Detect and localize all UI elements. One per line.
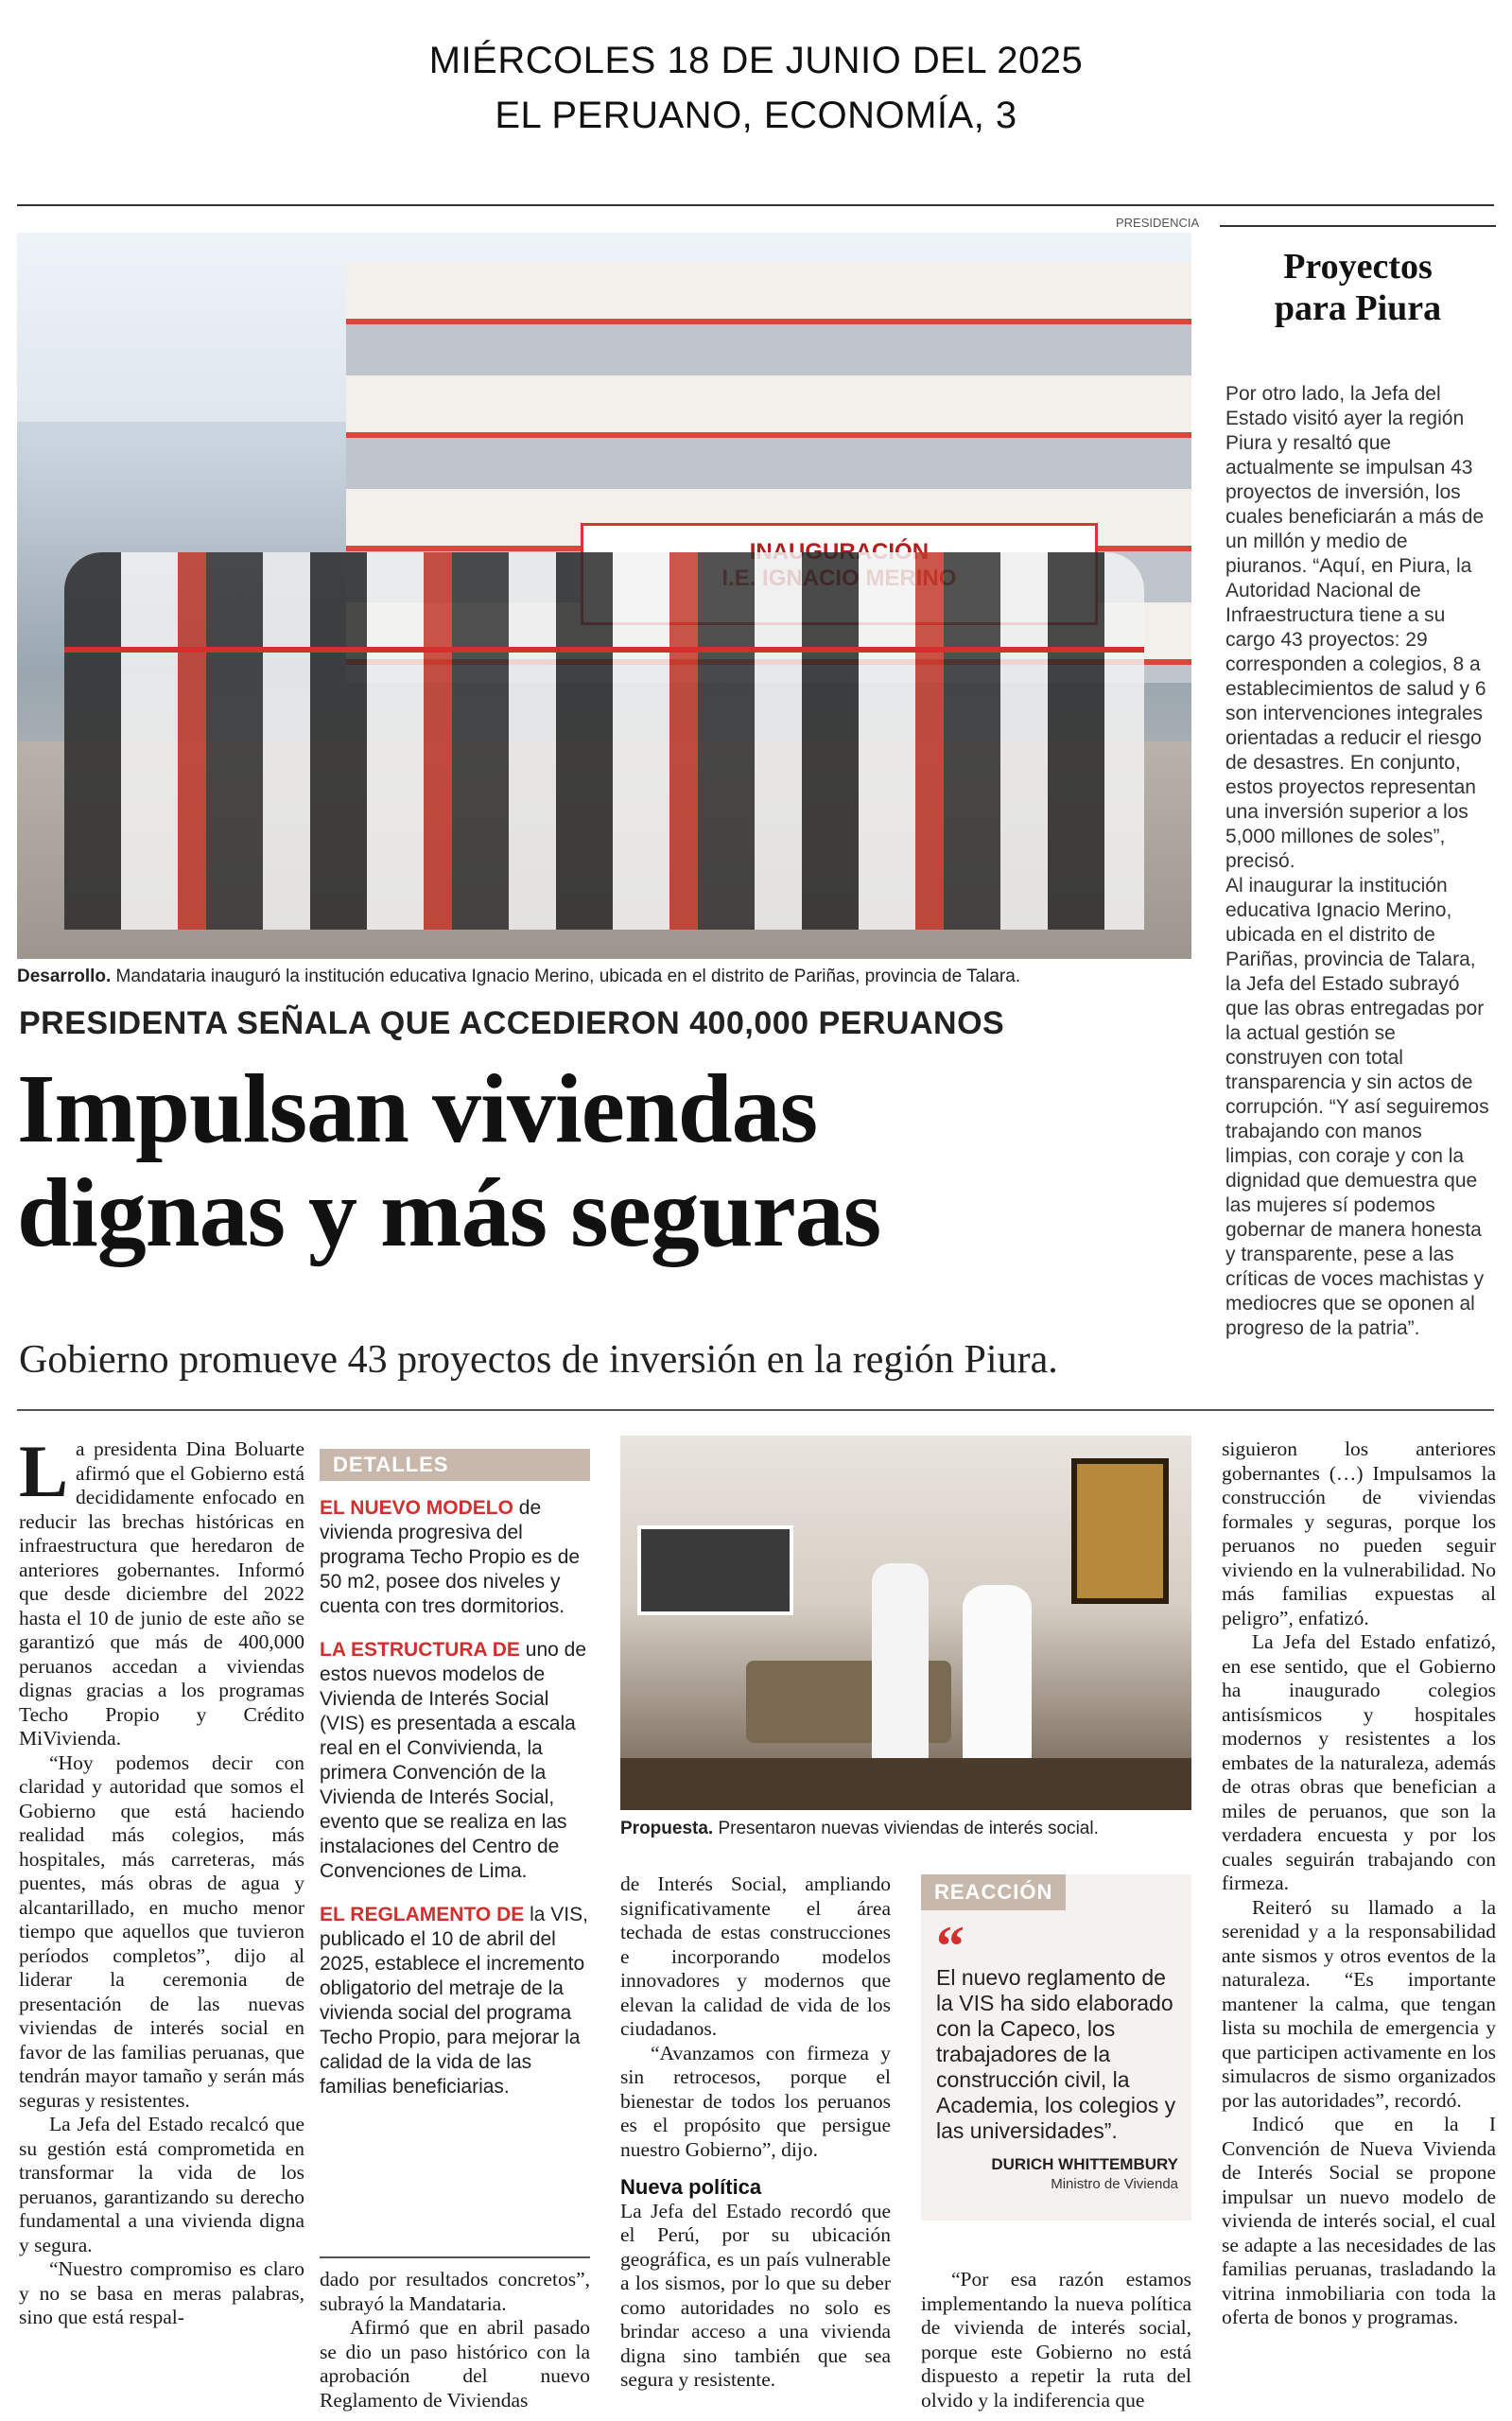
details-item	[320, 1903, 590, 2099]
sidebar-paragraph: Por otro lado, la Jefa del Estado visitó ayer la región Piura y resaltó que actualmente se impulsan 43 proyectos de inversión, los cuales beneficiarán a más de un millón y medio de piuranos. “Aquí, en Piura, la Autoridad Nacional de Infraestructura tiene a su cargo 43 proyectos: 29 corresponden a colegios, 8 a establecimientos de salud y 6 son intervenciones integrales orientadas a reducir el riesgo de desastres. En conjunto, estos proyectos representan una inversión superior a los 5,000 millones de soles”, precisó.	[1225, 383, 1486, 872]
section-subhead: Nueva política	[620, 2175, 762, 2199]
body-paragraph: “Por esa razón estamos implementando la nueva política de vivienda de interés social, porque este Gobierno no está dispuesto a repetir la ruta del olvido y la indiferencia que	[921, 2268, 1191, 2412]
body-paragraph: “Avanzamos con firmeza y sin retrocesos, porque el bienestar de todos los peruanos es el propósito que persigue nuestro Gobierno”, dijo.	[620, 2041, 891, 2161]
article-column-1	[19, 1430, 304, 2330]
body-paragraph: La Jefa del Estado enfatizó, en ese sentido, que el Gobierno ha inaugurado colegios antisísmicos y hospitales modernos y resistentes a los embates de la naturaleza, además de otras obras que benefician a miles de peruanos, que son la verdadera encuesta y por los cuales seguirán trabajando con firmeza.	[1222, 1630, 1496, 1894]
details-divider	[320, 2256, 590, 2258]
sidebar-paragraph: Al inaugurar la institución educativa Ignacio Merino, ubicada en el distrito de Pariñas, provincia de Talara, la Jefa del Estado subrayó que las obras entregadas por la actual gestión se construyen con total transparencia y sin actos de corrupción. “Y así seguiremos trabajando con manos limpias, con coraje y con la dignidad que demuestra que las mujeres sí podemos gobernar de manera honesta y transparente, pese a las críticas de voces machistas y mediocres que se oponen al progreso de la patria”.	[1225, 875, 1489, 1339]
body-paragraph: “Nuestro compromiso es claro y no se basa en meras palabras, sino que está respal-	[19, 2257, 304, 2328]
details-item	[320, 1496, 590, 1619]
page-date: MIÉRCOLES 18 DE JUNIO DEL 2025	[428, 40, 1084, 81]
article-column-3	[620, 1872, 891, 2393]
article-column-4	[921, 2268, 1191, 2412]
main-photo-caption	[17, 966, 1191, 988]
sidebar-title-line1: Proyectos	[1283, 247, 1433, 287]
subheadline: Gobierno promueve 43 proyectos de inversión en la región Piura.	[19, 1338, 1058, 1382]
caption-lead: Desarrollo.	[17, 967, 112, 986]
sidebar-body	[1225, 382, 1492, 1341]
body-paragraph: La Jefa del Estado recordó que el Perú, por su ubicación geográfica, es un país vulnerable a los sismos, por lo que su deber como autoridades no solo es brindar acceso a una vivienda digna sino también que sea segura y resistente.	[620, 2199, 891, 2391]
reaction-box	[921, 1874, 1191, 2221]
sidebar-title	[1220, 246, 1496, 329]
details-list	[320, 1496, 590, 2099]
body-paragraph: La Jefa del Estado recalcó que su gestión está comprometida en transformar la vida de los peruanos, garantizando su derecho fundamental a una vivienda digna y segura.	[19, 2113, 304, 2256]
details-tag: DETALLES	[320, 1449, 590, 1481]
caption-lead: Propuesta.	[620, 1819, 714, 1838]
body-paragraph: de Interés Social, ampliando significativamente el área techada de estas construcciones e incorporando modelos innovadores y modernos que elevan la calidad de vida de los ciudadanos.	[620, 1872, 891, 2040]
body-paragraph: siguieron los anteriores gobernantes (…) Impulsamos la construcción de viviendas formales y seguras, porque los peruanos no pueden seguir viviendo en la vulnerabilidad. No más familias expuestas al peligro”, enfatizó.	[1222, 1437, 1496, 1629]
body-paragraph: Afirmó que en abril pasado se dio un paso histórico con la aprobación del nuevo Reglamento de Viviendas	[320, 2316, 590, 2412]
article-column-5	[1222, 1437, 1496, 2330]
drop-cap: L	[19, 1430, 69, 1512]
details-item-lead: EL REGLAMENTO DE	[320, 1904, 525, 1925]
details-item-text: de vivienda progresiva del programa Techo Propio es de 50 m2, posee dos niveles y cuenta con tres dormitorios.	[320, 1497, 581, 1617]
details-item-lead: LA ESTRUCTURA DE	[320, 1639, 520, 1661]
header-divider	[17, 204, 1494, 206]
caption-text: Presentaron nuevas viviendas de interés social.	[713, 1819, 1099, 1838]
details-item-text: uno de estos nuevos modelos de Vivienda de Interés Social (VIS) es presentada a escala real en el Convivienda, la primera Convención de la Vivienda de Interés Social, evento que se realiza en las instalaciones del Centro de Convenciones de Lima.	[320, 1639, 587, 1882]
headline-line2: dignas y más seguras	[17, 1158, 881, 1267]
room-photo-caption	[620, 1818, 1191, 1840]
body-paragraph: “Hoy podemos decir con claridad y autoridad que somos el Gobierno que está haciendo realidad más colegios, más hospitales, más carreteras, más puentes, más obras de agua y alcantarillado, en mucho menor tiempo que aquellos que tuvieron períodos completos”, dijo al liderar la ceremonia de presentación de las nuevas viviendas de interés social en favor de las familias peruanas, que tendrán mayor tamaño y serán más seguras y resistentes.	[19, 1750, 304, 2112]
details-item-text: la VIS, publicado el 10 de abril del 2025, establece el incremento obligatorio del metraje de la vivienda social del programa Techo Propio, para mejorar la calidad de la vida de las familias beneficiarias.	[320, 1904, 588, 2098]
room-photo	[620, 1436, 1191, 1810]
main-photo	[17, 233, 1191, 959]
details-item	[320, 1638, 590, 1884]
sidebar-divider	[1220, 225, 1496, 227]
section-divider	[17, 1409, 1494, 1411]
quote-author-role: Ministro de Vivienda	[1051, 2176, 1178, 2192]
headline	[17, 1054, 1208, 1267]
body-paragraph: a presidenta Dina Boluarte afirmó que el Gobierno está decididamente enfocado en reducir las brechas históricas en infraestructura que heredaron de anteriores gobernantes. Informó que desde diciembre del 2022 hasta el 10 de junio de este año se garantizó que más de 400,000 peruanos accedan a viviendas dignas gracias a los programas Techo Propio y Crédito MiVivienda.	[19, 1437, 304, 1750]
caption-text: Mandataria inauguró la institución educativa Ignacio Merino, ubicada en el distrito de Pariñas, provincia de Talara.	[111, 967, 1021, 986]
body-paragraph: dado por resultados concretos”, subrayó la Mandataria.	[320, 2268, 590, 2315]
details-item-lead: EL NUEVO MODELO	[320, 1497, 513, 1519]
body-paragraph: Indicó que en la I Convención de Nueva Vivienda de Interés Social se propone impulsar un nuevo modelo de vivienda de interés social, el cual se adapte a las necesidades de las familias peruanas, trasladando la vitrina inmobiliaria con toda la oferta de bonos y programas.	[1222, 2113, 1496, 2328]
page-section: EL PERUANO, ECONOMÍA, 3	[495, 95, 1017, 136]
reaction-quote: El nuevo reglamento de la VIS ha sido elaborado con la Capeco, los trabajadores de la construcción civil, la Academia, los colegios y las universidades”.	[936, 1965, 1176, 2143]
details-box	[320, 1449, 590, 2118]
article-column-2	[320, 2268, 590, 2412]
kicker: PRESIDENTA SEÑALA QUE ACCEDIERON 400,000 PERUANOS	[19, 1005, 1005, 1041]
reaction-tag: REACCIÓN	[921, 1874, 1066, 1910]
photo-credit: PRESIDENCIA	[1116, 216, 1200, 230]
quote-author: DURICH WHITTEMBURY	[991, 2155, 1178, 2173]
sidebar-title-line2: para Piura	[1274, 288, 1442, 328]
headline-line1: Impulsan viviendas	[17, 1054, 818, 1163]
quote-mark-icon: “	[936, 1915, 965, 1977]
body-paragraph: Reiteró su llamado a la serenidad y a la responsabilidad ante sismos y otros eventos de la naturaleza. “Es importante mantener la calma, que tengan lista su mochila de emergencia y que participen activamente en los simulacros de sismo organizados por las autoridades”, recordó.	[1222, 1895, 1496, 2112]
